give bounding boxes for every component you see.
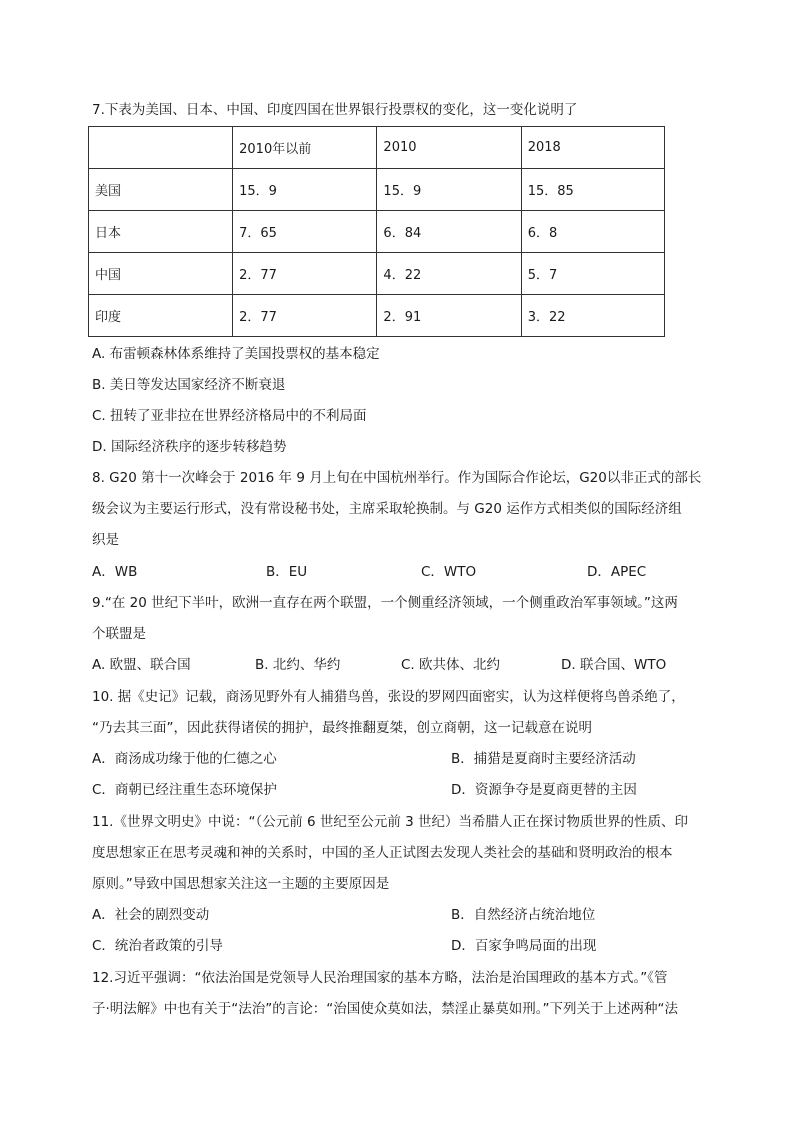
q8-option-c: C．WTO: [421, 564, 477, 580]
table-cell: 2．77: [233, 253, 377, 295]
table-cell: 6．8: [521, 211, 664, 253]
q11-line-3: 原则。”导致中国思想家关注这一主题的主要原因是: [92, 876, 390, 892]
table-row: [89, 169, 665, 211]
q9-option-b: B. 北约、华约: [255, 657, 341, 673]
q9-option-d: D. 联合国、WTO: [561, 657, 667, 673]
voting-rights-table: [88, 126, 665, 337]
q11-option-a: A．社会的剧烈变动: [92, 907, 210, 923]
q11-option-d: D．百家争鸣局面的出现: [451, 938, 597, 954]
q7-option-c: C. 扭转了亚非拉在世界经济格局中的不利局面: [92, 408, 367, 424]
q10-line-1: 10. 据《史记》记载，商汤见野外有人捕猎鸟兽，张设的罗网四面密实，认为这样便将鸟兽杀绝了，: [92, 689, 685, 705]
q10-option-d: D．资源争夺是夏商更替的主因: [451, 782, 637, 798]
q10-option-b: B．捕猎是夏商时主要经济活动: [451, 751, 636, 767]
table-cell: 2010年以前: [233, 127, 377, 169]
q10-line-2: “乃去其三面”，因此获得诸侯的拥护，最终推翻夏桀，创立商朝，这一记载意在说明: [92, 720, 592, 736]
q9-line-1: 9.“在 20 世纪下半叶，欧洲一直存在两个联盟，一个侧重经济领域，一个侧重政治军事领域。”这两: [92, 595, 678, 611]
table-cell: 6．84: [377, 211, 521, 253]
table-cell: 15．9: [233, 169, 377, 211]
q9-option-a: A. 欧盟、联合国: [92, 657, 191, 673]
table-cell: 印度: [89, 295, 233, 337]
table-cell: 15．9: [377, 169, 521, 211]
table-cell: 2010: [377, 127, 521, 169]
table-row: [89, 295, 665, 337]
q10-option-a: A．商汤成功缘于他的仁德之心: [92, 751, 277, 767]
table-cell: 2．91: [377, 295, 521, 337]
q8-line-3: 织是: [92, 532, 119, 548]
table-row: [89, 211, 665, 253]
table-cell: [89, 127, 233, 169]
table-cell: 美国: [89, 169, 233, 211]
table-cell: 2．77: [233, 295, 377, 337]
q9-option-c: C. 欧共体、北约: [401, 657, 501, 673]
table-cell: 5．7: [521, 253, 664, 295]
q10-option-c: C．商朝已经注重生态环境保护: [92, 782, 277, 798]
table-cell: 日本: [89, 211, 233, 253]
table-cell: 4．22: [377, 253, 521, 295]
q12-line-1: 12.习近平强调：“依法治国是党领导人民治理国家的基本方略，法治是治国理政的基本方式。”《管: [92, 970, 668, 986]
q11-option-c: C．统治者政策的引导: [92, 938, 223, 954]
table-header-row: [89, 127, 665, 169]
q11-line-1: 11.《世界文明史》中说：“（公元前 6 世纪至公元前 3 世纪）当希腊人正在探讨物质世界的性质、印: [92, 814, 689, 830]
table-cell: 7．65: [233, 211, 377, 253]
table-cell: 15．85: [521, 169, 664, 211]
table-cell: 3．22: [521, 295, 664, 337]
q12-line-2: 子·明法解》中也有关于“法治”的言论：“治国使众莫如法，禁淫止暴莫如刑。”下列关于上述两种“法: [92, 1001, 679, 1017]
q11-option-b: B．自然经济占统治地位: [451, 907, 596, 923]
q8-option-d: D．APEC: [587, 564, 647, 580]
table-row: [89, 253, 665, 295]
q7-option-d: D. 国际经济秩序的逐步转移趋势: [92, 439, 287, 455]
q8-option-a: A．WB: [92, 564, 138, 580]
q9-line-2: 个联盟是: [92, 626, 146, 642]
q8-line-2: 级会议为主要运行形式，没有常设秘书处，主席采取轮换制。与 G20 运作方式相类似的国际经济组: [92, 501, 682, 517]
q7-option-a: A. 布雷顿森林体系维持了美国投票权的基本稳定: [92, 346, 380, 362]
table-cell: 2018: [521, 127, 664, 169]
q7-option-b: B. 美日等发达国家经济不断衰退: [92, 377, 286, 393]
q8-line-1: 8. G20 第十一次峰会于 2016 年 9 月上旬在中国杭州举行。作为国际合作论坛，G20以非正式的部长: [92, 470, 702, 486]
q8-option-b: B．EU: [266, 564, 308, 580]
table-cell: 中国: [89, 253, 233, 295]
q11-line-2: 度思想家正在思考灵魂和神的关系时，中国的圣人正试图去发现人类社会的基础和贤明政治的根本: [92, 845, 673, 861]
q7-stem: 7.下表为美国、日本、中国、印度四国在世界银行投票权的变化，这一变化说明了: [92, 102, 578, 118]
